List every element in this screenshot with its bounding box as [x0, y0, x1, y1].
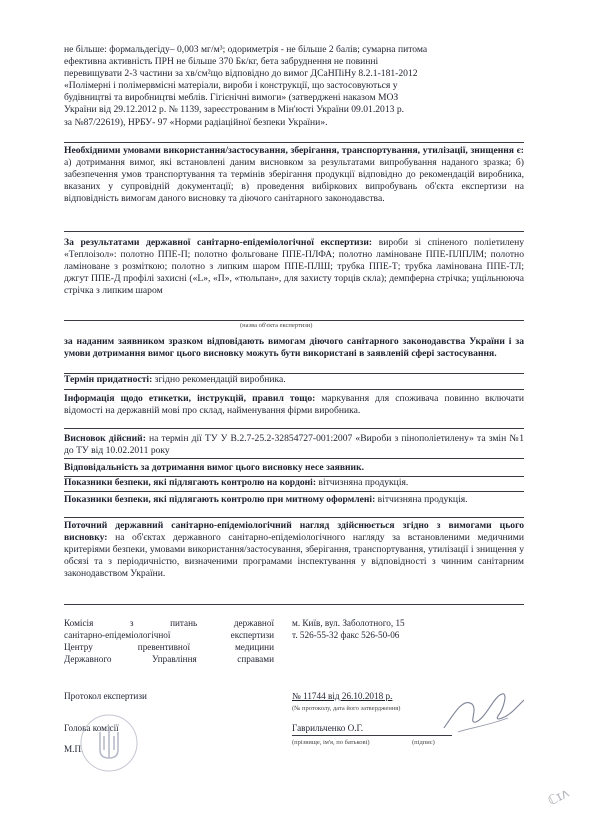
name-caption: (прізвище, ім'я, по батькові): [292, 739, 370, 746]
validity-value: на термін дії ТУ У В.2.7-25.2-32854727-001:2007 «Вироби з пінополіетилену» та змін №1 до ТУ від 10.02.2011 року: [64, 433, 524, 457]
intro-line: будівництві та виробництві меблів. Гігієнічні вимоги» (затверджені наказом МОЗ: [64, 92, 399, 104]
customs-control-value: вітчизняна продукція.: [375, 494, 468, 505]
commission-block: [64, 617, 274, 665]
border-control-value: вітчизняна продукція.: [316, 477, 409, 488]
results-section: [64, 237, 524, 297]
signature-line: [292, 735, 452, 736]
validity-label: Висновок дійсний:: [64, 433, 146, 444]
commission-line: санітарно-епідеміологічної експертизи: [64, 630, 274, 640]
intro-line: ефективна активність ПРН не більше 370 Бк/кг, бета забруднення не повинні: [64, 56, 379, 68]
conditions-section: [64, 145, 524, 205]
divider: [64, 320, 524, 321]
validity-section: [64, 433, 524, 457]
protocol-number: № 11744 від 26.10.2018 р.: [292, 691, 393, 701]
object-caption: (назва об'єкта експертизи): [240, 322, 313, 329]
protocol-label: Протокол експертизи: [64, 691, 147, 701]
commission-line: Центру превентивної медицини: [64, 642, 274, 652]
border-control-label: Показники безпеки, які підлягають контролю на кордоні:: [64, 477, 317, 488]
divider: [64, 517, 524, 518]
customs-control-label: Показники безпеки, які підлягають контролю при митному оформлені:: [64, 494, 376, 505]
sign-caption: (підпис): [412, 739, 435, 746]
divider: [64, 428, 524, 429]
conditions-label: Необхідними умовами використання/застосування, зберігання, транспортування, утилізації, знищення є:: [64, 145, 524, 156]
corner-watermark: ℂɪᴧ: [545, 785, 572, 810]
divider: [64, 604, 524, 605]
compliance-statement: за наданим заявником зразком відповідають вимогам діючого санітарного законодавства України і за умови дотримання вимог цього висновку можуть бути використані в заявленій сфері застосування.: [64, 336, 524, 360]
label-info-label: Інформація щодо етикетки, інструкцій, правил тощо:: [64, 393, 316, 404]
address-line: т. 526-55-32 факс 526-50-06: [292, 630, 400, 640]
head-name: Гаврильченко О.Г.: [292, 723, 364, 733]
intro-line: України від 29.12.2012 р. № 1139, зареєстрованим в Мін'юсті України 09.01.2013 р.: [64, 104, 405, 116]
divider: [64, 231, 524, 232]
supervision-label: Поточний державний санітарно-епідеміологічний нагляд здійснюється згідно з вимогами цього висновку:: [64, 520, 524, 544]
results-text: вироби зі спіненого поліетилену «Теплоізол»: полотно ППЕ-П; полотно фольговане ППЕ-ПЛФА; полотно ламіноване ППЕ-ПЛПЛМ; полотно ламіноване з розміткою; полотно з липким шаром ППЕ-ПЛШ; трубка ППЕ-Т; трубка ламінована ППЕ-ТЛ; джгут ППЕ-Д профілі захисні («L», «П», «тюльпан», для захисту торців скла); демпферна стрічка; ущільнююча стрічка з липким шаром: [64, 237, 524, 297]
commission-line: Комісія з питань державної: [64, 618, 274, 628]
shelf-life-label: Термін придатності:: [64, 374, 153, 385]
intro-line: «Полімерні і полімервмісні матеріали, вироби і конструкції, що застосовуються у: [64, 80, 398, 92]
address-line: м. Київ, вул. Заболотного, 15: [292, 618, 405, 628]
intro-line: не більше: формальдегіду– 0,003 мг/м³; одориметрія - не більше 2 балів; сумарна питома: [64, 44, 428, 55]
conditions-text: а) дотримання вимог, які встановлені даним висновком за результатами випробування наданого зразка; б) забезпечення умов транспортування та термінів зберігання продукції відповідно до рекомендацій виробника, вказаних у супровідній документації; в) проведення вибіркових випробувань об'єкта експертизи на відповідність вимогам даного висновку та діючого санітарного законодавства.: [64, 157, 524, 205]
divider: [64, 142, 524, 143]
intro-line: перевищувати 2-3 частини за хв/см²що відповідно до вимог ДСаНПіНу 8.2.1-181-2012: [64, 68, 418, 80]
results-label: За результатами державної санітарно-епідеміологічної експертизи:: [64, 237, 373, 248]
head-label: Голова комісії: [64, 723, 119, 733]
address-block: [292, 617, 492, 641]
divider: [64, 491, 524, 492]
customs-control-section: [64, 494, 524, 506]
label-info-value: маркування для споживача повинно включати відомості на державній мові про склад, найменування фірми виробника.: [64, 393, 524, 417]
border-control-section: [64, 477, 524, 489]
divider: [64, 389, 524, 390]
divider: [64, 458, 524, 459]
intro-paragraph: [64, 44, 524, 129]
protocol-caption: (№ протоколу, дата його затвердження): [292, 705, 401, 712]
commission-line: Державного Управління справами: [64, 654, 274, 664]
responsibility-statement: Відповідальність за дотримання вимог цього висновку несе заявник.: [64, 462, 364, 473]
supervision-text: на об'єктах державного санітарно-епідеміологічного нагляду за встановленими медичними критеріями безпеки, умовами використання/застосування, зберігання, транспортування, утилізації і знищення у обсязі та з періодичністю, визначеними програмами інспектування у відповідності з чинним санітарним законодавством України.: [64, 532, 524, 580]
stamp-emblem-icon: [78, 712, 140, 774]
shelf-life-section: [64, 374, 524, 386]
signature-scribble-icon: [438, 688, 528, 740]
supervision-section: [64, 520, 524, 580]
intro-line: за №87/22619), НРБУ- 97 «Норми радіаційної безпеки України».: [64, 116, 328, 128]
shelf-life-value: згідно рекомендацій виробника.: [152, 374, 286, 385]
label-info-section: [64, 393, 524, 417]
mp-label: М.П.: [64, 744, 84, 754]
